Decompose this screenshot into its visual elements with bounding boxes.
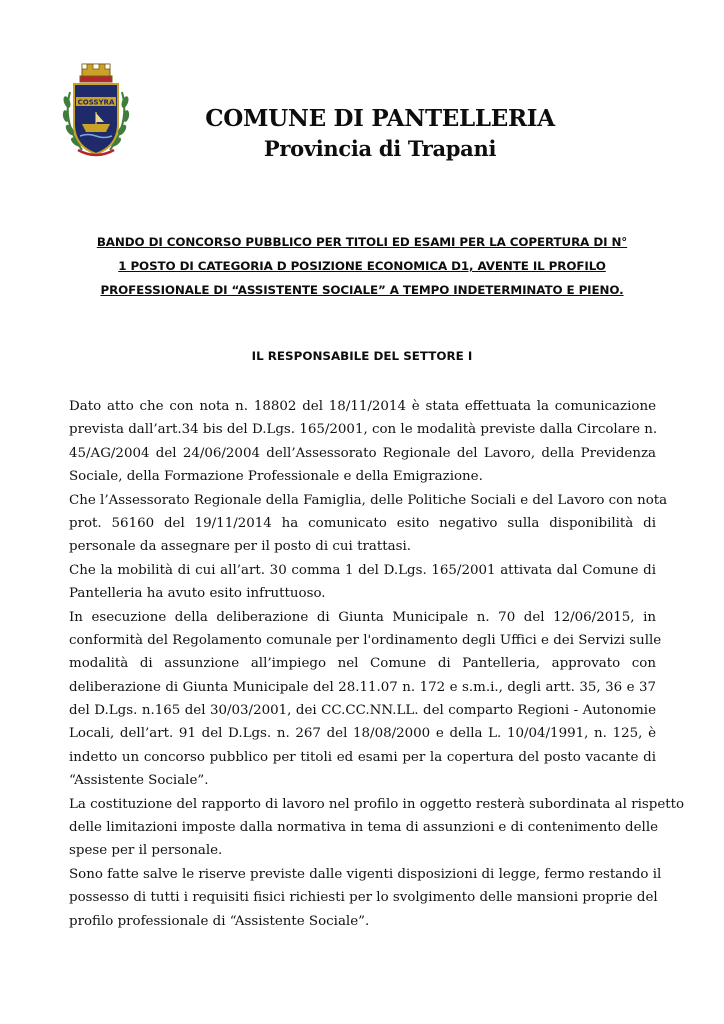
body-line: Pantelleria ha avuto esito infruttuoso.: [69, 586, 326, 602]
svg-text:COSSYRA: COSSYRA: [77, 98, 115, 107]
body-line: deliberazione di Giunta Municipale del 28.11.07 n. 172 e s.m.i., degli artt. 35, 36 e 37: [69, 679, 656, 695]
body-line: modalità di assunzione all’impiego nel Comune di Pantelleria, approvato con: [69, 656, 656, 672]
body-line: Locali, dell’art. 91 del D.Lgs. n. 267 del 18/08/2000 e della L. 10/04/1991, n. 125, è: [69, 726, 656, 742]
crest-emblem-icon: [60, 62, 132, 162]
bando-heading: [66, 230, 658, 302]
municipal-crest: [60, 62, 132, 162]
body-line: In esecuzione della deliberazione di Giunta Municipale n. 70 del 12/06/2015, in: [69, 609, 656, 625]
body-line: 45/AG/2004 del 24/06/2004 dell’Assessorato Regionale del Lavoro, della Previdenza: [69, 445, 656, 461]
body-line: Sono fatte salve le riserve previste dalle vigenti disposizioni di legge, fermo restando il: [69, 866, 662, 882]
responsabile-heading: IL RESPONSABILE DEL SETTORE I: [251, 349, 473, 363]
bando-line: BANDO DI CONCORSO PUBBLICO PER TITOLI ED ESAMI PER LA COPERTURA DI N°: [96, 235, 628, 249]
body-line: prot. 56160 del 19/11/2014 ha comunicato esito negativo sulla disponibilità di: [69, 515, 656, 531]
body-line: personale da assegnare per il posto di cui trattasi.: [69, 539, 412, 555]
body-line: “Assistente Sociale”.: [69, 773, 209, 789]
municipality-title: COMUNE DI PANTELLERIA: [205, 105, 555, 132]
body-line: Che l’Assessorato Regionale della Famiglia, delle Politiche Sociali e del Lavoro con nota: [69, 492, 668, 508]
body-line: delle limitazioni imposte dalla normativa in tema di assunzioni e di contenimento delle: [69, 820, 659, 836]
body-line: prevista dall’art.34 bis del D.Lgs. 165/2001, con le modalità previste dalla Circolare n.: [69, 422, 658, 438]
province-subtitle: Provincia di Trapani: [263, 136, 497, 161]
body-line: Che la mobilità di cui all’art. 30 comma 1 del D.Lgs. 165/2001 attivata dal Comune di: [69, 562, 656, 578]
body-line: profilo professionale di “Assistente Sociale”.: [69, 913, 370, 929]
body-text: [69, 395, 685, 933]
document-header: [180, 104, 580, 164]
body-line: Dato atto che con nota n. 18802 del 18/11/2014 è stata effettuata la comunicazione: [69, 399, 656, 414]
body-line: del D.Lgs. n.165 del 30/03/2001, dei CC.CC.NN.LL. del comparto Regioni - Autonomie: [69, 703, 656, 719]
body-line: conformità del Regolamento comunale per l'ordinamento degli Uffici e dei Servizi sulle: [69, 632, 662, 648]
bando-line: 1 POSTO DI CATEGORIA D POSIZIONE ECONOMICA D1, AVENTE IL PROFILO: [118, 259, 606, 273]
body-line: La costituzione del rapporto di lavoro nel profilo in oggetto resterà subordinata al rispetto: [69, 796, 685, 812]
body-line: Sociale, della Formazione Professionale e della Emigrazione.: [69, 469, 483, 485]
bando-line: PROFESSIONALE DI “ASSISTENTE SOCIALE” A TEMPO INDETERMINATO E PIENO.: [100, 283, 624, 297]
body-line: indetto un concorso pubblico per titoli ed esami per la copertura del posto vacante di: [69, 749, 656, 765]
body-line: spese per il personale.: [69, 843, 223, 859]
body-line: possesso di tutti i requisiti fisici richiesti per lo svolgimento delle mansioni proprie del: [69, 890, 658, 906]
